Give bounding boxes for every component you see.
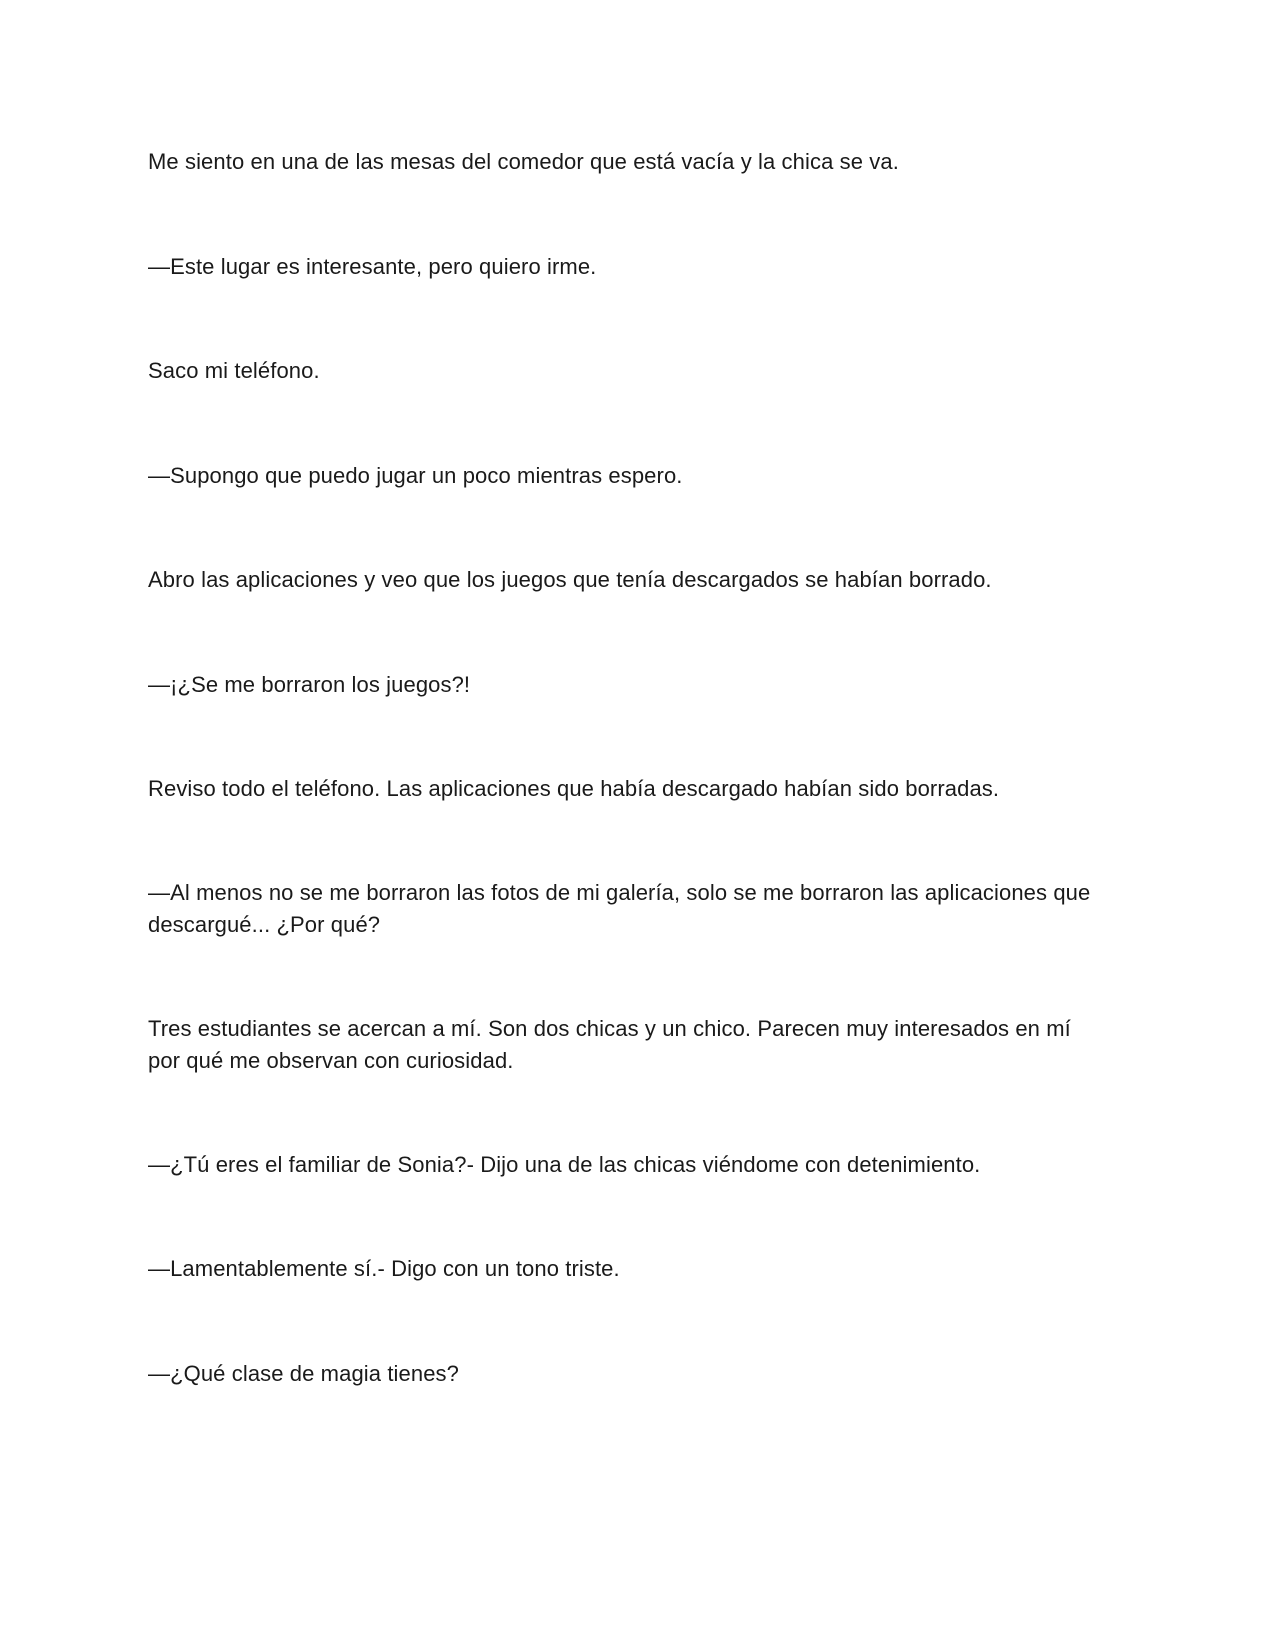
paragraph-5: Abro las aplicaciones y veo que los juegos que tenía descargados se habían borrado. [148, 567, 992, 592]
paragraph-1: Me siento en una de las mesas del comedor que está vacía y la chica se va. [148, 149, 899, 174]
paragraph-2: —Este lugar es interesante, pero quiero irme. [148, 254, 597, 279]
paragraph-10: —¿Tú eres el familiar de Sonia?- Dijo una de las chicas viéndome con detenimiento. [148, 1152, 981, 1177]
paragraph-7: Reviso todo el teléfono. Las aplicaciones que había descargado habían sido borradas. [148, 776, 1000, 801]
paragraph-9: Tres estudiantes se acercan a mí. Son dos chicas y un chico. Parecen muy interesados en mí por qué me observan con curiosidad. [148, 1016, 1071, 1073]
paragraph-11: —Lamentablemente sí.- Digo con un tono triste. [148, 1256, 620, 1281]
paragraph-8: —Al menos no se me borraron las fotos de mi galería, solo se me borraron las aplicaciones que descargué... ¿Por qué? [148, 880, 1091, 937]
paragraph-12: —¿Qué clase de magia tienes? [148, 1361, 459, 1386]
paragraph-4: —Supongo que puedo jugar un poco mientras espero. [148, 463, 683, 488]
paragraph-6: —¡¿Se me borraron los juegos?! [148, 672, 471, 697]
paragraph-3: Saco mi teléfono. [148, 358, 320, 383]
